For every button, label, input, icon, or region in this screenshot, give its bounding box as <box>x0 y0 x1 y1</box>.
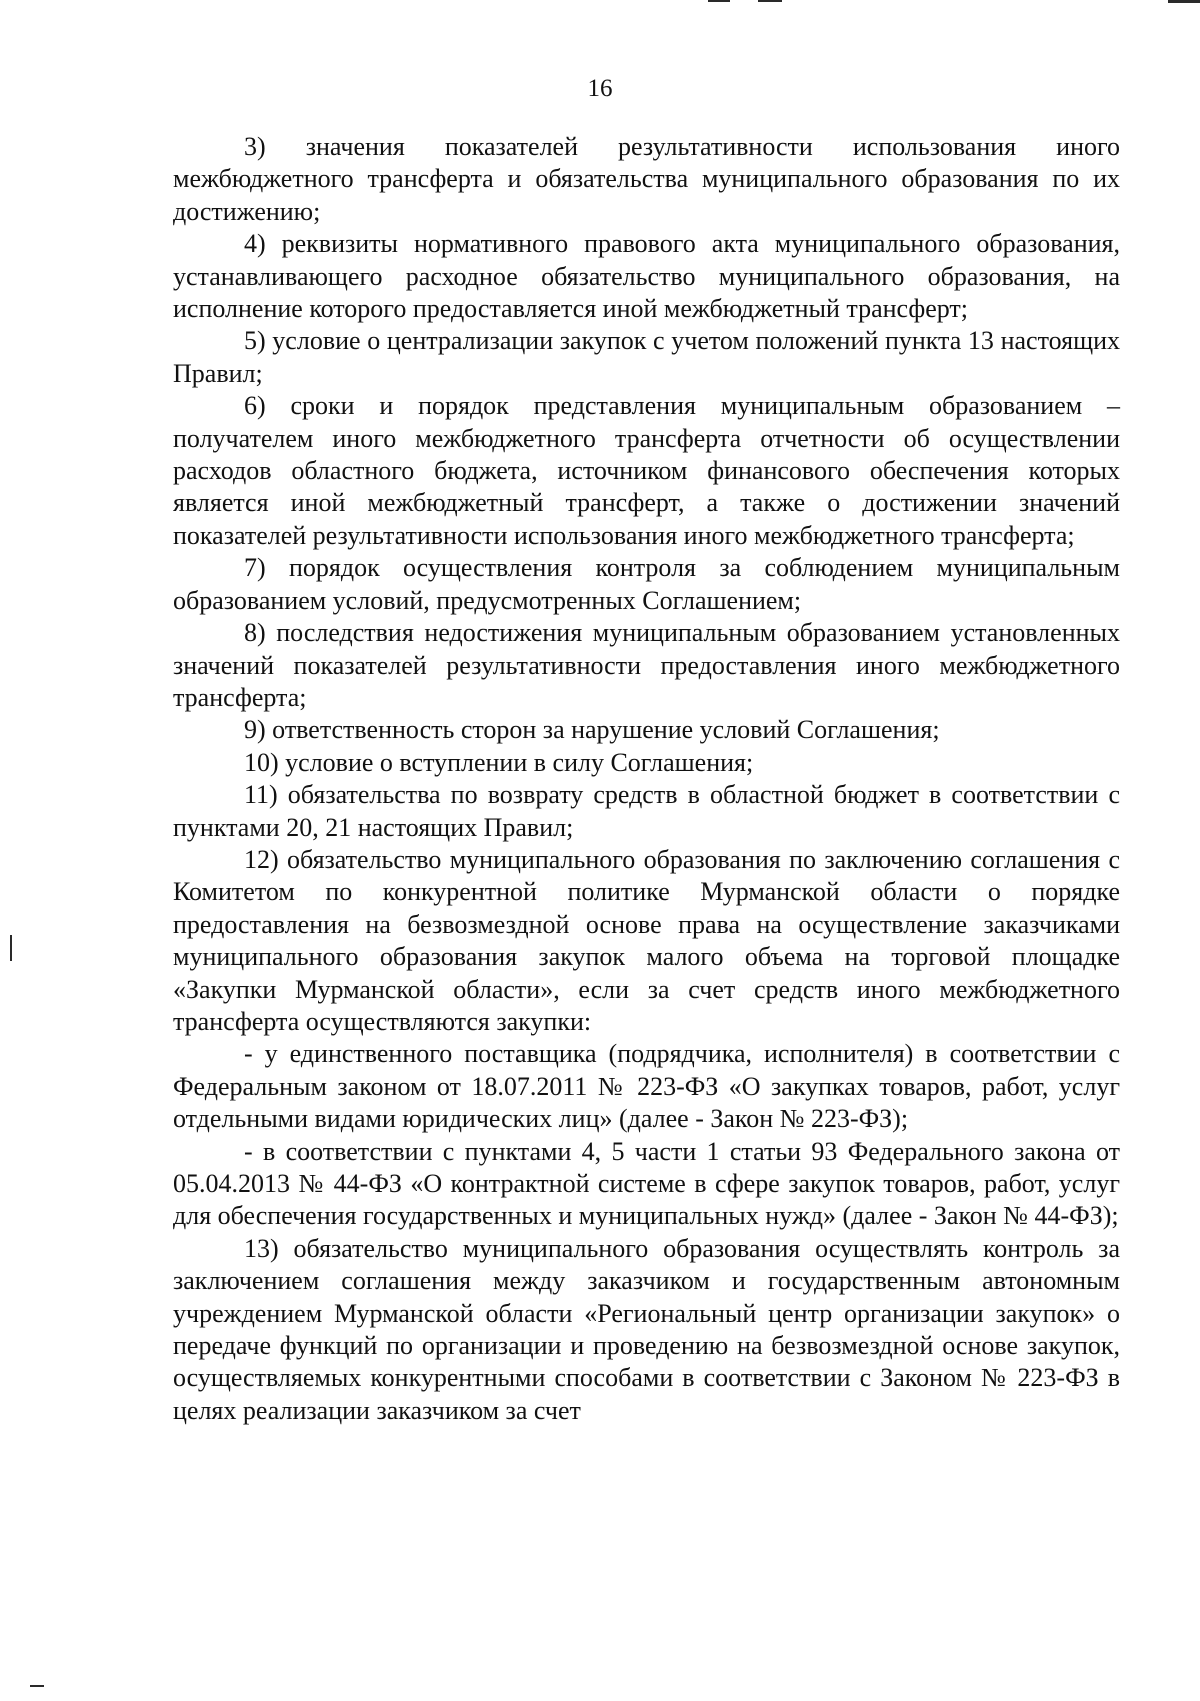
paragraph: 9) ответственность сторон за нарушение условий Соглашения; <box>244 715 940 745</box>
document-body <box>173 131 1120 1427</box>
paragraph: 8) последствия недостижения муниципальным образованием установленных значений показателей результативности предоставления иного межбюджетного трансферта; <box>173 618 1120 712</box>
paragraph: 12) обязательство муниципального образования по заключению соглашения с Комитетом по конкурентной политике Мурманской области о порядке предоставления на безвозмездной основе права на осуществление заказчиками муниципального образования закупок малого объема на торговой площадке «Закупки Мурманской области», если за счет средств иного межбюджетного трансферта осуществляются закупки: <box>173 844 1120 1036</box>
paragraph: 3) значения показателей результативности использования иного межбюджетного трансферта и обязательства муниципального образования по их достижению; <box>173 132 1120 226</box>
page-number: 16 <box>587 75 613 102</box>
paragraph: - у единственного поставщика (подрядчика, исполнителя) в соответствии с Федеральным законом от 18.07.2011 № 223-ФЗ «О закупках товаров, работ, услуг отдельными видами юридических лиц» (далее - Закон № 223-ФЗ); <box>173 1039 1120 1134</box>
paragraph: 4) реквизиты нормативного правового акта муниципального образования, устанавливающего расходное обязательство муниципального образования, на исполнение которого предоставляется иной межбюджетный трансферт; <box>173 229 1120 324</box>
scan-artifact <box>708 0 730 2</box>
scan-artifact <box>1168 0 1200 3</box>
scan-artifact <box>10 935 12 961</box>
paragraph: 7) порядок осуществления контроля за соблюдением муниципальным образованием условий, предусмотренных Соглашением; <box>173 553 1120 615</box>
paragraph: 11) обязательства по возврату средств в областной бюджет в соответствии с пунктами 20, 21 настоящих Правил; <box>173 780 1120 842</box>
scan-artifact <box>30 1685 44 1687</box>
paragraph: 5) условие о централизации закупок с учетом положений пункта 13 настоящих Правил; <box>173 326 1120 388</box>
paragraph: 10) условие о вступлении в силу Соглашения; <box>244 747 754 777</box>
scan-artifact <box>758 0 782 2</box>
paragraph: - в соответствии с пунктами 4, 5 части 1 статьи 93 Федерального закона от 05.04.2013 № 44-ФЗ «О контрактной системе в сфере закупок товаров, работ, услуг для обеспечения государственных и муниципальных нужд» (далее - Закон № 44-ФЗ); <box>173 1136 1120 1231</box>
paragraph: 6) сроки и порядок представления муниципальным образованием – получателем иного межбюджетного трансферта отчетности об осуществлении расходов областного бюджета, источником финансового обеспечения которых является иной межбюджетный трансферт, а также о достижении значений показателей результативности использования иного межбюджетного трансферта; <box>173 391 1120 550</box>
paragraph: 13) обязательство муниципального образования осуществлять контроль за заключением соглашения между заказчиком и государственным автономным учреждением Мурманской области «Региональный центр организации закупок» о передаче функций по организации и проведению на безвозмездной основе закупок, осуществляемых конкурентными способами в соответствии с Законом № 223-ФЗ в целях реализации заказчиком за счет <box>173 1233 1120 1425</box>
